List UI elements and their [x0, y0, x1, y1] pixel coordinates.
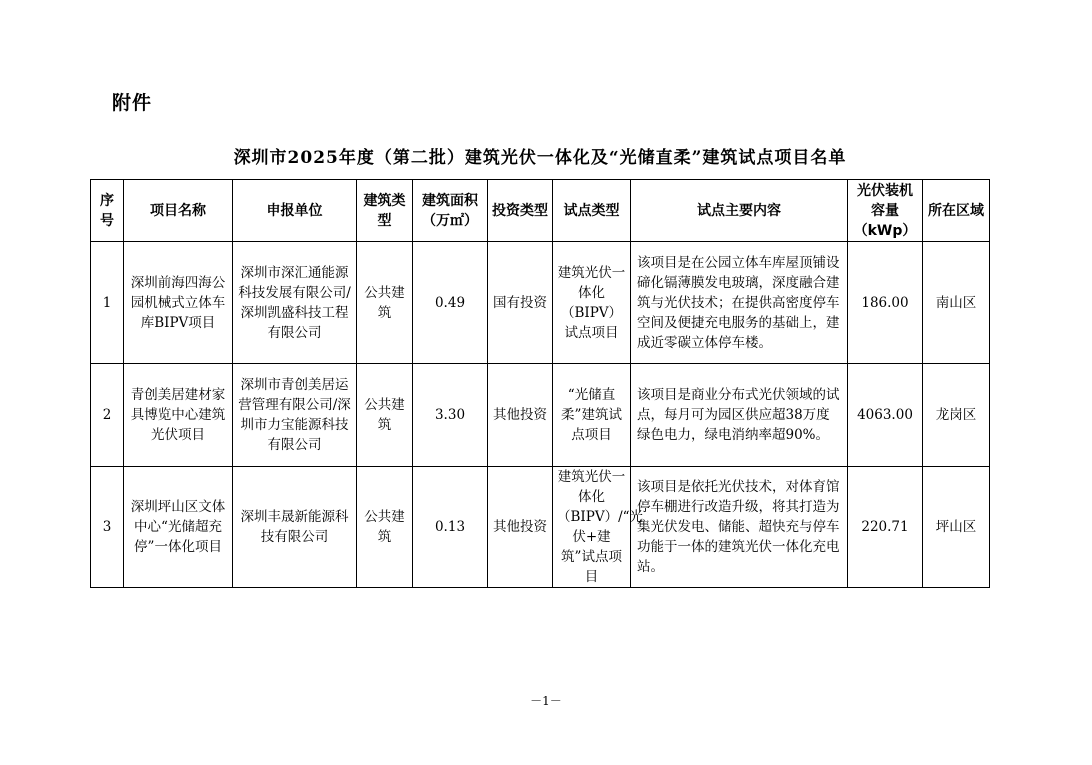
cell-capacity: 186.00: [848, 242, 923, 364]
cell-capacity: 220.71: [848, 467, 923, 588]
table-header-row: [91, 180, 990, 242]
cell-applicant: 深圳市青创美居运营管理有限公司/深圳市力宝能源科技有限公司: [233, 364, 357, 467]
cell-area: 3.30: [413, 364, 488, 467]
cell-district: 龙岗区: [923, 364, 990, 467]
cell-seq: 3: [91, 467, 124, 588]
attachment-label: 附件: [112, 92, 153, 114]
cell-main-content: 该项目是依托光伏技术，对体育馆停车棚进行改造升级，将其打造为集光伏发电、储能、超快充与停车功能于一体的建筑光伏一体化充电站。: [631, 467, 848, 588]
cell-district: 南山区: [923, 242, 990, 364]
cell-seq: 1: [91, 242, 124, 364]
cell-building-type: 公共建筑: [357, 242, 413, 364]
cell-applicant: 深圳市深汇通能源科技发展有限公司/深圳凯盛科技工程有限公司: [233, 242, 357, 364]
cell-building-type: 公共建筑: [357, 364, 413, 467]
table-row: [91, 242, 990, 364]
cell-investment-type: 国有投资: [488, 242, 553, 364]
header-district: 所在区域: [923, 180, 990, 242]
cell-seq: 2: [91, 364, 124, 467]
table-row: [91, 467, 990, 588]
cell-project-name: 深圳前海四海公园机械式立体车库BIPV项目: [124, 242, 233, 364]
header-main-content: 试点主要内容: [631, 180, 848, 242]
header-pilot-type: 试点类型: [553, 180, 631, 242]
header-building-type: 建筑类型: [357, 180, 413, 242]
table-row: [91, 364, 990, 467]
header-investment-type: 投资类型: [488, 180, 553, 242]
cell-main-content: 该项目是商业分布式光伏领域的试点，每月可为园区供应超38万度绿色电力，绿电消纳率超90%。: [631, 364, 848, 467]
cell-applicant: 深圳丰晟新能源科技有限公司: [233, 467, 357, 588]
header-area: 建筑面积（万㎡）: [413, 180, 488, 242]
cell-area: 0.13: [413, 467, 488, 588]
cell-area: 0.49: [413, 242, 488, 364]
cell-district: 坪山区: [923, 467, 990, 588]
header-capacity: 光伏装机容量（kWp）: [848, 180, 923, 242]
cell-investment-type: 其他投资: [488, 364, 553, 467]
cell-pilot-type: 建筑光伏一体化（BIPV）试点项目: [553, 242, 631, 364]
header-project-name: 项目名称: [124, 180, 233, 242]
page-number: －1－: [530, 694, 562, 708]
document-title: 深圳市2025年度（第二批）建筑光伏一体化及“光储直柔”建筑试点项目名单: [233, 148, 847, 168]
header-seq: 序号: [91, 180, 124, 242]
cell-investment-type: 其他投资: [488, 467, 553, 588]
cell-building-type: 公共建筑: [357, 467, 413, 588]
cell-capacity: 4063.00: [848, 364, 923, 467]
project-table: [90, 179, 990, 588]
cell-pilot-type: “光储直柔”建筑试点项目: [553, 364, 631, 467]
cell-project-name: 深圳坪山区文体中心“光储超充停”一体化项目: [124, 467, 233, 588]
cell-main-content: 该项目是在公园立体车库屋顶铺设碲化镉薄膜发电玻璃，深度融合建筑与光伏技术；在提供高密度停车空间及便捷充电服务的基础上，建成近零碳立体停车楼。: [631, 242, 848, 364]
cell-pilot-type: 建筑光伏一体化（BIPV）/“光伏+建筑”试点项目: [553, 467, 631, 588]
header-applicant: 申报单位: [233, 180, 357, 242]
cell-project-name: 青创美居建材家具博览中心建筑光伏项目: [124, 364, 233, 467]
